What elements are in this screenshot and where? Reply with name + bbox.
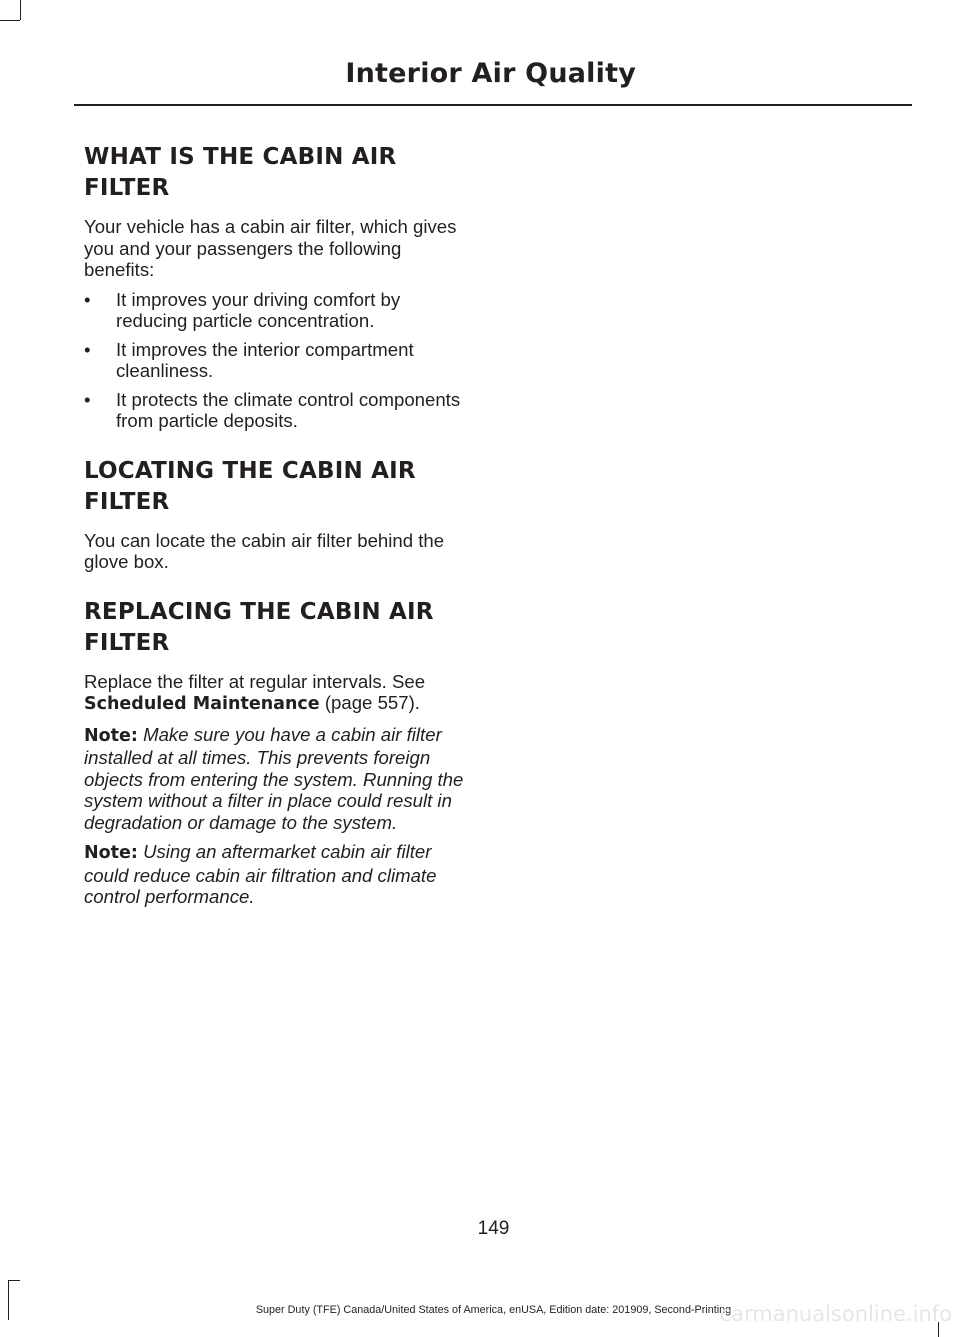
section-heading [84,456,476,518]
page-title: Interior Air Quality [345,58,636,89]
section-what-is-cabin-air-filter [84,142,476,432]
section-heading [84,597,476,659]
bullet-icon: • [84,338,91,360]
benefits-list [84,289,476,432]
note-label: Note: [84,725,138,746]
replacing-text: Replace the filter at regular intervals. See [84,670,426,692]
edition-footer: Super Duty (TFE) Canada/United States of America, enUSA, Edition date: 201909, Second-Printing [255,1304,732,1316]
list-item [84,289,476,332]
crop-mark-top-left [0,20,20,21]
title-divider [74,104,912,106]
bullet-icon: • [84,388,91,410]
crop-mark-top-left-vertical [20,0,21,20]
heading-line: FILTER [84,488,170,515]
replacing-paragraph [84,671,476,716]
note-text: Make sure you have a cabin air filter installed at all times. This prevents foreign objects from entering the system. Running the system without a filter in place could result in degradation or damage to the system. [84,723,464,833]
section-locating-cabin-air-filter [84,456,476,573]
intro-paragraph: Your vehicle has a cabin air filter, which gives you and your passengers the following benefits: [84,216,457,280]
bullet-icon: • [84,288,91,310]
note-paragraph [84,724,476,834]
page-number: 149 [477,1218,510,1239]
list-item-text: It improves the interior compartment cleanliness. [116,338,414,381]
note-text: Using an aftermarket cabin air filter could reduce cabin air filtration and climate control performance. [84,841,437,907]
section-replacing-cabin-air-filter [84,597,476,908]
scheduled-maintenance-link[interactable]: Scheduled Maintenance [84,694,320,714]
list-item [84,389,476,432]
heading-line: REPLACING THE CABIN AIR [84,598,434,625]
note-label: Note: [84,843,138,863]
main-content [84,142,476,932]
crop-mark-bottom-left-horizontal [8,1280,20,1281]
locating-paragraph: You can locate the cabin air filter behind the glove box. [84,529,445,572]
list-item-text: It protects the climate control components from particle deposits. [116,388,461,431]
note-paragraph [84,841,476,908]
list-item [84,339,476,382]
page-reference: (page 557). [324,692,420,713]
heading-line: FILTER [84,629,170,656]
section-heading [84,142,476,204]
heading-line: FILTER [84,175,170,201]
list-item-text: It improves your driving comfort by reducing particle concentration. [116,288,401,331]
heading-line: LOCATING THE CABIN AIR [84,457,416,484]
heading-line: WHAT IS THE CABIN AIR [84,144,397,170]
watermark: carmanualsonline.info [719,1302,952,1326]
